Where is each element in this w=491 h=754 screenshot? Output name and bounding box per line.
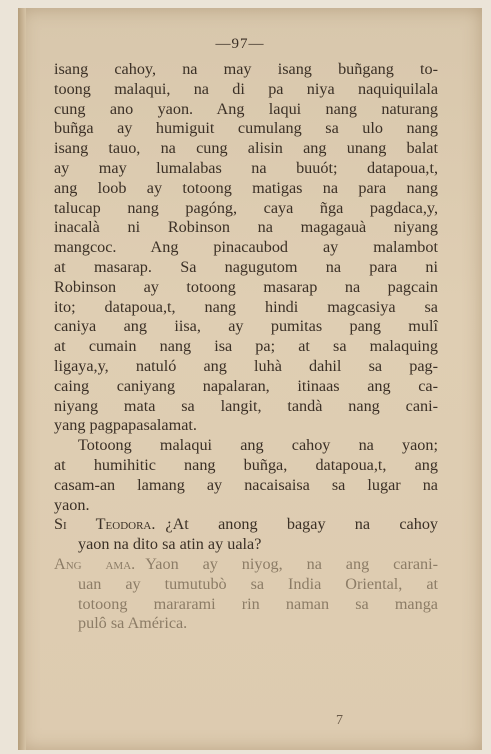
text-line: yang pagpapasalamat. <box>54 416 197 435</box>
text-line: casam-an lamang ay nacaisaisa sa lugar na <box>54 475 438 494</box>
text-line: cung ano yaon. Ang laqui nang naturang <box>54 99 438 118</box>
text-line: ito; datapoua,t, nang hindi magcasiya sa <box>54 297 438 316</box>
text-line: buñga ay humiguit cumulang sa ulo nang <box>54 119 438 138</box>
text-line: uan ay tumutubò sa India Oriental, at <box>78 574 438 593</box>
text-line: totoong mararami rin naman sa manga <box>78 594 438 613</box>
dialogue-text: ¿At anong bagay na cahoy <box>165 515 439 534</box>
text-line: caniya ang iisa, ay pumitas pang mulî <box>54 317 438 336</box>
text-line: inacalà ni Robinson na magagauà niyang <box>54 218 438 237</box>
speaker-label: Ang ama. <box>54 554 136 573</box>
text-line: isang cahoy, na may isang buñgang to- <box>54 60 438 78</box>
page-number: —97— <box>215 36 265 52</box>
text-line: pulô sa América. <box>78 614 188 633</box>
signature-mark: 7 <box>336 713 343 728</box>
dialogue-line <box>54 555 438 575</box>
text-line: ang loob ay totoong matigas na para nang <box>54 178 438 197</box>
text-line: Totoong malaqui ang cahoy na yaon; <box>78 436 438 455</box>
text-line: at humihitic nang buñga, datapoua,t, ang <box>54 455 438 474</box>
text-line: at cumain nang isa pa; at sa malaquing <box>54 337 438 356</box>
page-gutter <box>18 8 26 750</box>
text-line: ay may lumalabas na buuót; datapoua,t, <box>54 158 438 177</box>
text-line: yaon. <box>54 495 90 514</box>
text-line: yaon na dito sa atin ay uala? <box>78 535 262 554</box>
text-line: caing caniyang napalaran, itinaas ang ca- <box>54 376 438 395</box>
text-line: ligaya,y, natuló ang luhà dahil sa pag- <box>54 356 438 375</box>
text-line: talucap nang pagóng, caya ñga pagdaca,y, <box>54 198 438 217</box>
dialogue-line <box>54 515 438 535</box>
text-line: Robinson ay totoong masarap na pagcain <box>54 277 438 296</box>
text-line: at masarap. Sa nagugutom na para ni <box>54 257 438 276</box>
speaker-label: Si Teodora. <box>54 515 156 534</box>
text-line: isang tauo, na cung alisin ang unang balat <box>54 139 438 158</box>
text-line: niyang mata sa langit, tandà nang cani- <box>54 396 438 415</box>
body-text <box>54 60 438 634</box>
dialogue-text: Yaon ay niyog, na ang carani- <box>145 554 439 573</box>
text-line: mangcoc. Ang pinacaubod ay malambot <box>54 238 438 257</box>
text-line: toong malaqui, na di pa niya naquiquilala <box>54 79 438 98</box>
